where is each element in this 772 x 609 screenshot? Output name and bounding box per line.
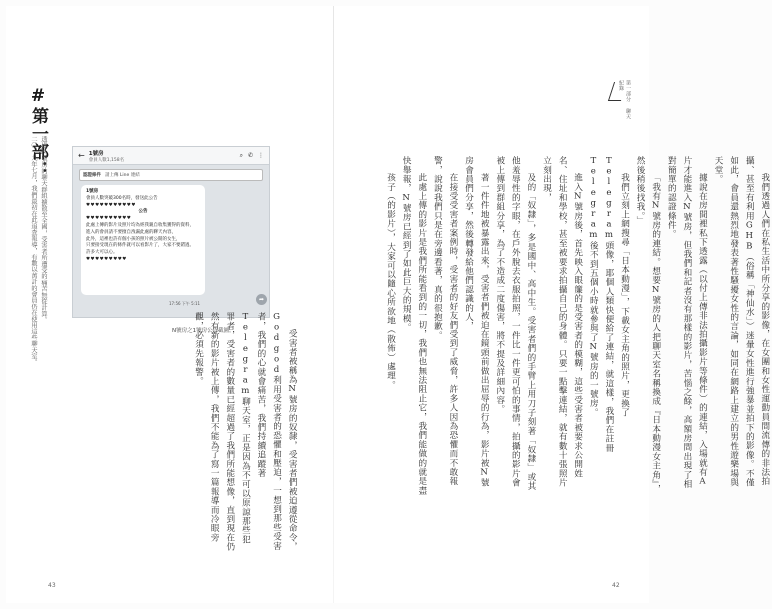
right-page-body xyxy=(382,156,772,496)
back-arrow-icon: ← xyxy=(78,151,85,160)
paragraph: 受害者被稱為N號房的奴隸，受害者們被迫遵從命令，Godgod利用受害者的恐懼和壓迫，一想到那些受害者，我們的心就會痛苦，我們持續追蹤著Telegram聊天室，正是因為不可以原諒那些犯罪者，受害者的數量已經超過了我們所能想像，直到現在仍然有新的影片被上傳，我們不能為了寫一篇報導而冷眼旁觀，必須先報警。 xyxy=(193,312,298,552)
side-note-line: 二〇一九年七月，我們最初在此追查報導，有數以萬計的會員仍在使用這些聊天室。 xyxy=(30,136,37,366)
search-icon: ⌕ xyxy=(239,151,243,159)
telegram-screenshot xyxy=(72,146,270,318)
paragraph: 進入N號房後，首先映入眼簾的是受害者的模糊，這些受害者被要求公開姓名、住址和學校，甚至被要求拍攝自己的身體。只要一點擊連結，就有數十張照片立刻出現， xyxy=(541,156,583,488)
paragraph: 及的「奴隸」，多是國中、高中生。受害者們的手臂上用刀子刻著「奴隸」或其他羞辱性的字眼，在戶外脫去衣服拍照，一件比一件更可怕的事情，拍攝的影片會被上傳到群組分享，為了不造成二度傷害，將不提及詳細內容。 xyxy=(494,156,536,491)
bubble-line: ♥♥♥♥♥♥♥♥♥ xyxy=(86,256,127,262)
pinned-label: 認證條件 xyxy=(83,173,101,178)
bubble-line: ♥♥♥♥♥♥♥♥♥♥♥ xyxy=(86,202,136,208)
member-count: 會員人數1,158名 xyxy=(88,157,125,163)
paragraph: 著一件件地被暴露出來，受害者們被迫在鏡頭前做出屈辱的行為，影片被N號房會員們分享，然後轉發給他們認識的人， xyxy=(463,156,490,488)
pinned-text: 請上傳 Line 連結 xyxy=(105,173,140,178)
bubble-line: 1號房 xyxy=(86,189,99,194)
page-number-right: 42 xyxy=(612,582,620,589)
paragraph: 孩子（的影片），大家可以隨心所欲地（散佈）處理。 xyxy=(385,173,396,390)
chapter-mark xyxy=(608,74,632,124)
paragraph: 「我有N號房的連結。想要N號房的人把聊天室名稱換成『日本動漫女主角』，然後稍後找我。」 xyxy=(635,156,661,494)
left-page-body xyxy=(190,312,299,552)
bubble-line: 進入的會員請不要擅自洩漏此處的聊天內容， xyxy=(86,229,176,235)
book-spread xyxy=(6,6,770,603)
paragraph: 在接受受害者案例時，受害者的好友們受到了威脅，許多人因為恐懼而不敢報警，說說我們只是在旁邊看著，真的很抱歉。 xyxy=(432,156,458,486)
bubble-line: 會員人數突破300名時，發送此公告 xyxy=(86,195,158,201)
more-icon: ⋮ xyxy=(258,151,264,159)
bubble-line: 公告 xyxy=(138,209,148,215)
paragraph: 我們立刻上網搜尋「日本動漫」，下載女主角的照片，更換了Telegram頭像，耶個人類快便給了連結，就這樣，我們在註冊Telegram後不到五個小時就參與了N號房的一號房。 xyxy=(588,156,630,453)
bubble-line: 只要接受現在的條件就可以看影片了，大家不要錯過。 xyxy=(86,243,194,249)
message-bubble xyxy=(81,185,205,295)
message-time: 17:56 下午 5:11 xyxy=(169,301,201,306)
bubble-line: 許多大可以心。 xyxy=(86,250,118,256)
figure-caption: N號房之1號房公告截圖。 xyxy=(172,328,235,334)
bubble-line: ♥♥♥♥♥♥♥♥♥♥ xyxy=(86,216,132,222)
side-note-line: 透過N號房的聊天群組擴散至全國，受害者所遭受的痛苦無從計算。 xyxy=(40,136,47,323)
bubble-line: 此處上傳的影片及照片均為經我親自收集獲得的資料， xyxy=(86,222,194,228)
page-number-left: 43 xyxy=(48,582,56,589)
part-title: #第一部： xyxy=(28,86,48,179)
paragraph: 我們透過人們在私生活中所分享的影像，在女團和女性運動員間流傳的非法拍攝、甚至有利用GHB（俗稱「神仙水」）迷暈女性進行強暴並拍下的影像。不僅如此，會員還熱烈地發表著性騷擾女性的言論，如同在網路上建立的男性遊樂場與天堂。 xyxy=(713,156,770,488)
side-note xyxy=(28,136,48,496)
chat-header xyxy=(73,147,269,165)
paragraph: 據說在房間裡私下透露（以付上傳非法拍攝影片等條件）的連結，入場就有A片才能進入N號房，但我們和記者沒有那樣的影片，苦惱之餘，高額房間出現了相對簡單的認證條件。 xyxy=(666,156,708,489)
bubble-line: 此外，這裡也許有個小孩的照片被公開的女生， xyxy=(86,236,181,242)
page-gutter xyxy=(333,6,334,603)
chapter-mark-label: 第一部分 聊天紀錄 xyxy=(618,80,631,120)
pinned-message xyxy=(79,169,263,181)
forward-icon: ➦ xyxy=(256,294,267,305)
paragraph: 此處上傳的影片是我們所能看到的一切，我們也無法阻止它，我們能做的就是盡快舉報，N號房已經到了如此巨大的規模。 xyxy=(401,156,427,496)
call-icon: ✆ xyxy=(247,151,253,159)
chat-name: 1號房 xyxy=(88,150,104,157)
